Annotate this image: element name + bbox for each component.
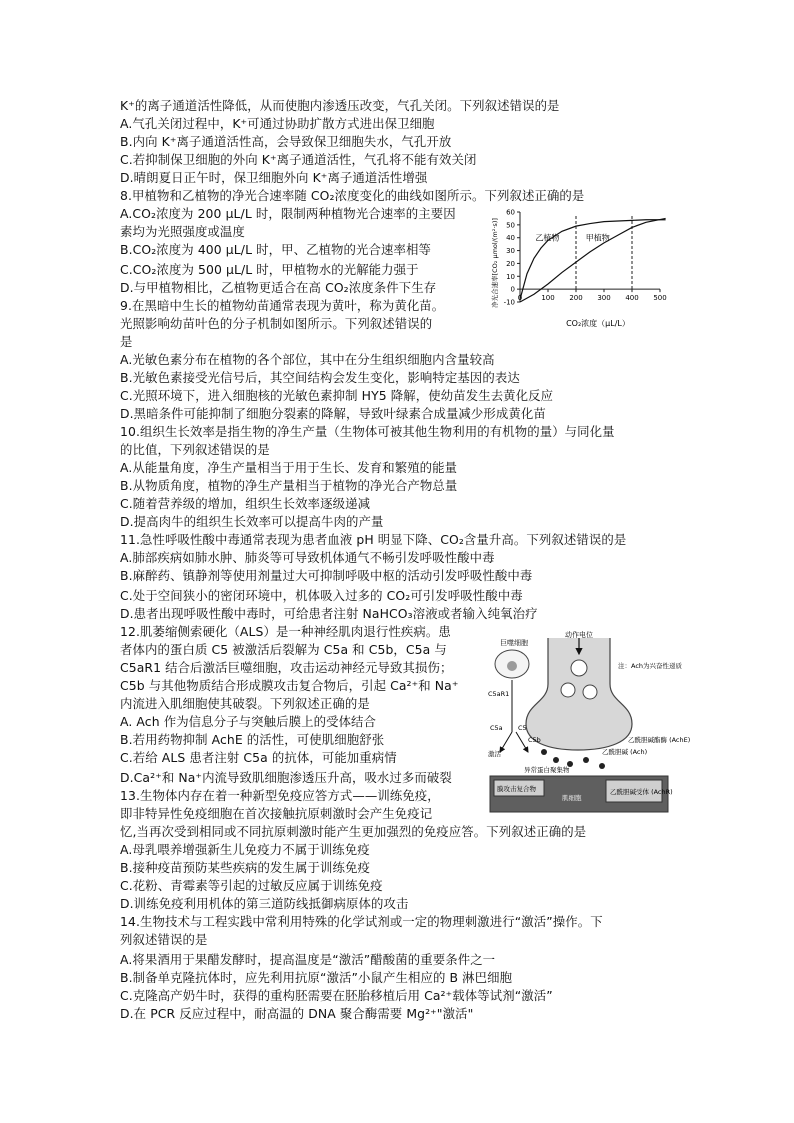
text-line: 即非特异性免疫细胞在首次接触抗原刺激时会产生免疫记	[120, 806, 433, 821]
text-line: 列叙述错误的是	[120, 932, 208, 947]
text-line: 素均为光照强度或温度	[120, 224, 245, 239]
text-line: C.若给 ALS 患者注射 C5a 的抗体，可能加重病情	[120, 750, 397, 765]
label-abnormal-protein: 异常蛋白聚集物	[524, 766, 570, 774]
label-c5ar1: C5aR1	[488, 690, 510, 698]
text-line: 光照影响幼苗叶色的分子机制如图所示。下列叙述错误的	[120, 316, 433, 331]
text-line: 者体内的蛋白质 C5 被激活后裂解为 C5a 和 C5b，C5a 与	[120, 642, 447, 657]
text-line: 的比值，下列叙述错误的是	[120, 442, 270, 457]
y-tick-label: 60	[506, 208, 515, 217]
y-tick-label: 10	[506, 272, 515, 281]
series-label-yi: 乙植物	[535, 233, 560, 243]
label-c5b: C5b	[528, 736, 541, 744]
arrow-line	[500, 732, 512, 752]
text-line: 内流进入肌细胞使其破裂。下列叙述正确的是	[120, 696, 370, 711]
x-tick-label: 400	[625, 294, 639, 303]
text-line: 10.组织生长效率是指生物的净生产量（生物体可被其他生物利用的有机物的量）与同化量	[120, 424, 615, 439]
arrow-line	[516, 732, 528, 752]
label-ach: 乙酰胆碱 (Ach)	[602, 748, 648, 756]
text-line: C.随着营养级的增加，组织生长效率逐级递减	[120, 496, 371, 511]
text-line: 9.在黑暗中生长的植物幼苗通常表现为黄叶，称为黄化苗。	[120, 298, 445, 313]
text-line: 是	[120, 334, 133, 349]
text-line: C.CO₂浓度为 500 μL/L 时，甲植物水的光解能力强于	[120, 262, 419, 277]
label-mac: 膜攻击复合物	[497, 785, 536, 793]
label-muscle: 肌细胞	[562, 794, 582, 802]
text-line: A.CO₂浓度为 200 μL/L 时，限制两种植物光合速率的主要因	[120, 206, 456, 221]
vesicle-left	[561, 683, 575, 697]
vesicle-right	[583, 685, 597, 699]
text-line: 8.甲植物和乙植物的净光合速率随 CO₂浓度变化的曲线如图所示。下列叙述正确的是	[120, 188, 585, 203]
text-line: B.制备单克隆抗体时，应先利用抗原“激活”小鼠产生相应的 B 淋巴细胞	[120, 970, 513, 985]
x-tick-label: 500	[653, 294, 667, 303]
x-tick-label: 0	[517, 294, 523, 303]
y-tick-label: -10	[503, 298, 515, 307]
label-action-potential: 动作电位	[565, 631, 593, 639]
y-tick-label: 40	[506, 234, 515, 243]
label-ache: 乙酰胆碱酯酶 (AchE)	[628, 736, 691, 744]
label-c5: C5	[518, 724, 527, 732]
text-line: 12.肌萎缩侧索硬化（ALS）是一种神经肌肉退行性疾病。患	[120, 624, 451, 639]
particle	[541, 749, 547, 755]
vesicle-top	[571, 660, 587, 676]
text-line: A.肺部疾病如肺水肿、肺炎等可导致机体通气不畅引发呼吸性酸中毒	[120, 550, 495, 565]
text-line: D.在 PCR 反应过程中，耐高温的 DNA 聚合酶需要 Mg²⁺"激活"	[120, 1006, 474, 1021]
text-line: C5b 与其他物质结合形成膜攻击复合物后，引起 Ca²⁺和 Na⁺	[120, 678, 459, 693]
text-line: B.接种疫苗预防某些疾病的发生属于训练免疫	[120, 860, 370, 875]
text-line: D.黑暗条件可能抑制了细胞分裂素的降解，导致叶绿素合成量减少形成黄化苗	[120, 406, 546, 421]
text-line: 忆,当再次受到相同或不同抗原刺激时能产生更加强烈的免疫应答。下列叙述正确的是	[120, 824, 587, 839]
text-line: D.提高肉牛的组织生长效率可以提高牛肉的产量	[120, 514, 384, 529]
text-line: C.克隆高产奶牛时，获得的重构胚需要在胚胎移植后用 Ca²⁺载体等试剂“激活”	[120, 988, 553, 1003]
text-line: D.Ca²⁺和 Na⁺内流导致肌细胞渗透压升高，吸水过多而破裂	[120, 770, 452, 785]
label-activate: 激活	[488, 750, 501, 758]
text-line: 14.生物技术与工程实践中常利用特殊的化学试剂或一定的物理刺激进行“激活”操作。下	[120, 914, 603, 929]
als-mechanism-figure	[486, 631, 691, 826]
text-line: A. Ach 作为信息分子与突触后膜上的受体结合	[120, 714, 377, 729]
text-line: K⁺的离子通道活性降低，从而使胞内渗透压改变，气孔关闭。下列叙述错误的是	[120, 98, 560, 113]
text-line: D.晴朗夏日正午时，保卫细胞外向 K⁺离子通道活性增强	[120, 170, 428, 185]
text-line: D.患者出现呼吸性酸中毒时，可给患者注射 NaHCO₃溶液或者输入纯氧治疗	[120, 606, 538, 621]
y-tick-label: 50	[506, 221, 515, 230]
text-line: A.从能量角度，净生产量相当于用于生长、发育和繁殖的能量	[120, 460, 458, 475]
x-axis-label: CO₂浓度（μL/L）	[566, 319, 630, 328]
particle	[599, 763, 605, 769]
label-c5a: C5a	[490, 724, 503, 732]
particle	[583, 757, 589, 763]
y-tick-label: 0	[510, 285, 515, 294]
text-line: C5aR1 结合后激活巨噬细胞，攻击运动神经元导致其损伤；	[120, 660, 453, 675]
x-tick-label: 300	[597, 294, 611, 303]
text-line: A.光敏色素分布在植物的各个部位，其中在分生组织细胞内含量较高	[120, 352, 495, 367]
y-tick-label: 30	[506, 247, 515, 256]
text-line: B.从物质角度，植物的净生产量相当于植物的净光合产物总量	[120, 478, 458, 493]
nerve-terminal-shape	[526, 638, 632, 750]
text-line: B.光敏色素接受光信号后，其空间结构会发生变化，影响特定基因的表达	[120, 370, 520, 385]
text-line: B.若用药物抑制 AchE 的活性，可使肌细胞舒张	[120, 732, 385, 747]
text-line: A.母乳喂养增强新生儿免疫力不属于训练免疫	[120, 842, 370, 857]
label-note: 注：Ach为兴奋性递质	[618, 662, 683, 670]
x-tick-label: 200	[569, 294, 583, 303]
text-line: B.麻醉药、镇静剂等使用剂量过大可抑制呼吸中枢的活动引发呼吸性酸中毒	[120, 568, 533, 583]
text-line: C.处于空间狭小的密闭环境中，机体吸入过多的 CO₂可引发呼吸性酸中毒	[120, 588, 523, 603]
text-line: A.气孔关闭过程中，K⁺可通过协助扩散方式进出保卫细胞	[120, 116, 435, 131]
label-macrophage: 巨噬细胞	[500, 639, 528, 647]
text-line: D.训练免疫利用机体的第三道防线抵御病原体的攻击	[120, 896, 409, 911]
particle	[553, 757, 559, 763]
y-axis-label: 净光合速率[CO₂ μmol/(m²·s)]	[491, 218, 499, 308]
label-achr: 乙酰胆碱受体 (AchR)	[610, 788, 673, 796]
text-line: C.光照环境下，进入细胞核的光敏色素抑制 HY5 降解，使幼苗发生去黄化反应	[120, 388, 554, 403]
co2-photosynthesis-chart	[488, 206, 670, 332]
text-line: 13.生物体内存在着一种新型免疫应答方式——训练免疫，	[120, 788, 440, 803]
y-tick-label: 20	[506, 259, 515, 268]
text-line: B.内向 K⁺离子通道活性高，会导致保卫细胞失水，气孔开放	[120, 134, 452, 149]
macrophage-nucleus	[507, 661, 517, 671]
text-line: B.CO₂浓度为 400 μL/L 时，甲、乙植物的光合速率相等	[120, 242, 431, 257]
text-line: D.与甲植物相比，乙植物更适合在高 CO₂浓度条件下生存	[120, 280, 437, 295]
text-line: C.花粉、青霉素等引起的过敏反应属于训练免疫	[120, 878, 383, 893]
text-line: A.将果酒用于果醋发酵时，提高温度是“激活”醋酸菌的重要条件之一	[120, 952, 496, 967]
text-line: C.若抑制保卫细胞的外向 K⁺离子通道活性，气孔将不能有效关闭	[120, 152, 477, 167]
text-line: 11.急性呼吸性酸中毒通常表现为患者血液 pH 明显下降、CO₂含量升高。下列叙述错误的是	[120, 532, 627, 547]
x-tick-label: 100	[541, 294, 555, 303]
series-label-jia: 甲植物	[585, 233, 610, 243]
series-line-乙植物	[517, 220, 667, 303]
